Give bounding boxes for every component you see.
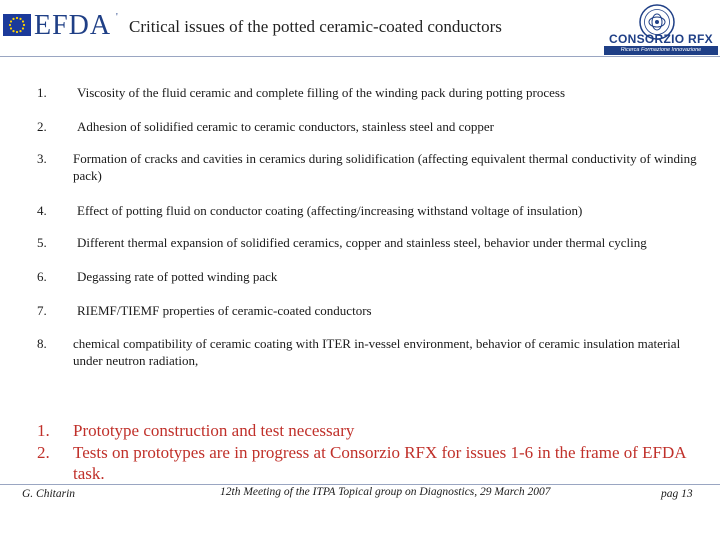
consorzio-rfx-tagline: Ricerca Formazione Innovazione xyxy=(604,46,718,55)
efda-logo: EFDA xyxy=(34,10,112,41)
issue-number: 2. xyxy=(37,119,47,134)
issue-number: 1. xyxy=(37,85,47,100)
footer-page-number: pag 13 xyxy=(661,488,693,500)
issue-text: Adhesion of solidified ceramic to ceramic conductors, stainless steel and copper xyxy=(77,119,494,134)
efda-logo-mark: ' xyxy=(116,12,118,23)
footer-event: 12th Meeting of the ITPA Topical group on Diagnostics, 29 March 2007 xyxy=(220,486,551,498)
consorzio-rfx-name: CONSORZIO RFX xyxy=(609,32,713,46)
issue-number: 8. xyxy=(37,336,47,351)
slide-title: Critical issues of the potted ceramic-coated conductors xyxy=(129,17,502,36)
issue-number: 5. xyxy=(37,235,47,250)
issue-text: RIEMF/TIEMF properties of ceramic-coated conductors xyxy=(77,303,372,318)
issue-number: 4. xyxy=(37,203,47,218)
footer-author: G. Chitarin xyxy=(22,488,76,500)
issue-text: Different thermal expansion of solidified ceramics, copper and stainless steel, behavior under thermal cycling xyxy=(77,235,647,250)
issue-text: Formation of cracks and cavities in ceramics during solidification (affecting equivalent thermal conductivity of winding pack) xyxy=(73,151,697,183)
issue-text: chemical compatibility of ceramic coating with ITER in-vessel environment, behavior of ceramic insulation material under neutron radiation, xyxy=(73,336,681,368)
conclusion-text: Tests on prototypes are in progress at Consorzio RFX for issues 1-6 in the frame of EFDA task. xyxy=(73,443,686,483)
issue-text: Degassing rate of potted winding pack xyxy=(77,269,278,284)
eu-flag-icon xyxy=(3,14,31,36)
slide-header xyxy=(0,0,720,52)
issue-text: Viscosity of the fluid ceramic and complete filling of the winding pack during potting process xyxy=(77,85,566,100)
header-divider xyxy=(0,56,720,57)
conclusion-number: 1. xyxy=(37,421,50,440)
issue-number: 7. xyxy=(37,303,47,318)
conclusion-text: Prototype construction and test necessary xyxy=(73,421,355,440)
issue-text: Effect of potting fluid on conductor coating (affecting/increasing withstand voltage of insulation) xyxy=(77,203,583,218)
issue-number: 6. xyxy=(37,269,47,284)
footer-divider xyxy=(0,484,720,485)
issue-number: 3. xyxy=(37,151,47,166)
conclusion-number: 2. xyxy=(37,443,50,462)
